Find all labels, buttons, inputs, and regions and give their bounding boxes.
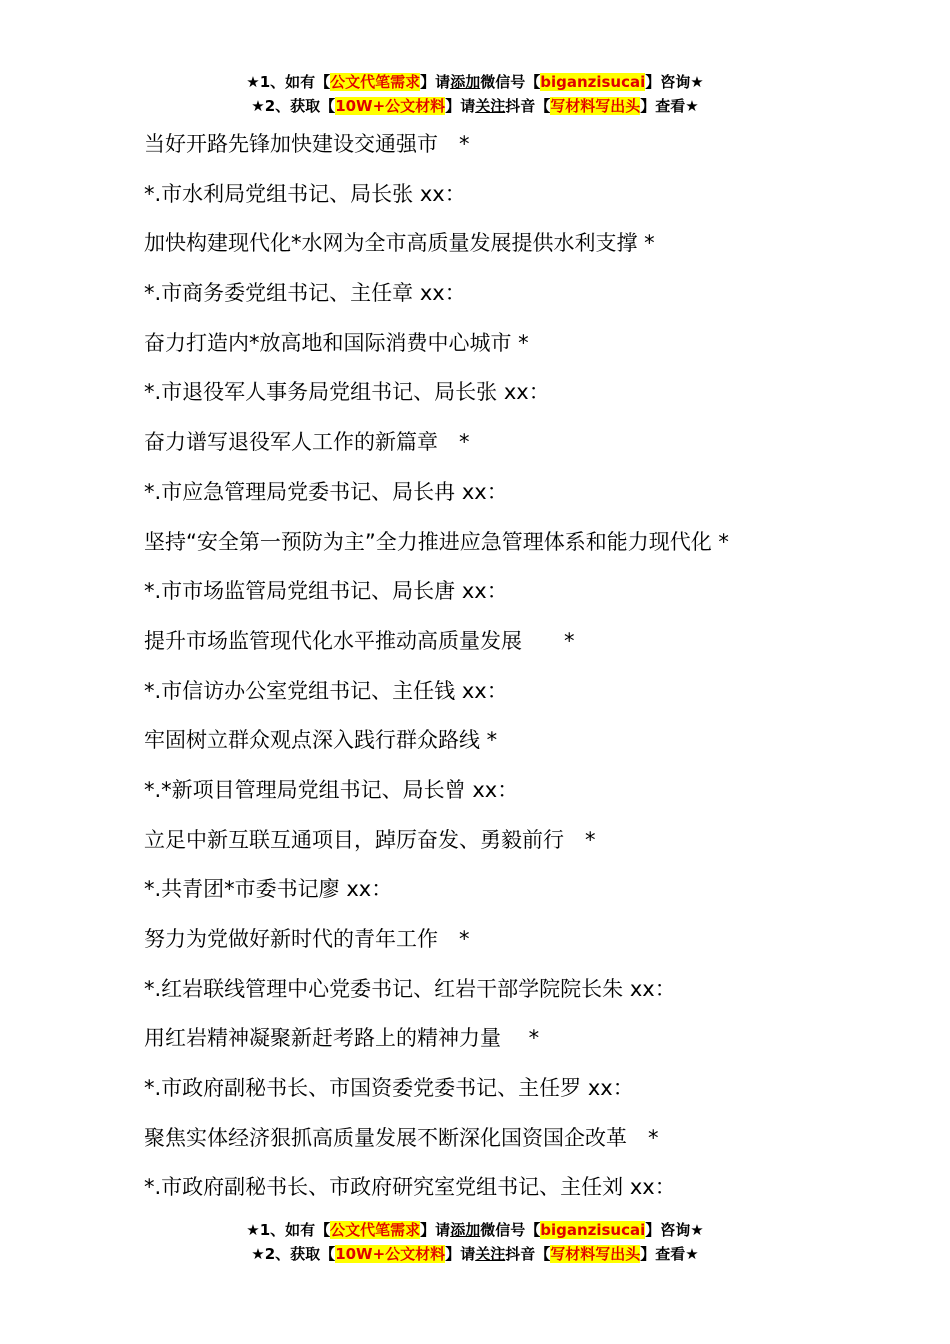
text-line: 牢固树立群众观点深入践行群众路线 * (144, 728, 498, 753)
text-line: 当好开路先锋加快建设交通强市 * (144, 132, 470, 156)
text-line: *.市商务委党组书记、主任章 xx： (144, 281, 466, 306)
banner-line-2: ★2、获取【10W+公文材料】请关注抖音【写材料写出头】查看★ (251, 1245, 699, 1263)
highlight-douyin: 写材料写出头 (550, 97, 641, 115)
document-body (144, 120, 844, 1213)
highlight-wechat-id: biganzisucai (540, 1221, 646, 1239)
text-line: *.红岩联线管理中心党委书记、红岩干部学院院长朱 xx： (144, 976, 676, 1001)
text-line: *.市应急管理局党委书记、局长冉 xx： (144, 479, 508, 504)
highlight-service: 公文代笔需求 (330, 1221, 421, 1239)
text-line: 奋力谱写退役军人工作的新篇章 * (144, 430, 470, 455)
text-line: *.市政府副秘书长、市政府研究室党组书记、主任刘 xx： (144, 1175, 676, 1200)
highlight-materials: 10W+公文材料 (335, 1245, 446, 1263)
text-line: 努力为党做好新时代的青年工作 * (144, 927, 470, 951)
text-line: 立足中新互联互通项目，踔厉奋发、勇毅前行 * (144, 827, 596, 852)
text-line: *.市退役军人事务局党组书记、局长张 xx： (144, 380, 550, 405)
text-line: 聚焦实体经济狠抓高质量发展不断深化国资国企改革 * (144, 1125, 659, 1150)
text-line: 坚持“安全第一预防为主”全力推进应急管理体系和能力现代化 * (144, 529, 729, 554)
text-line: *.市政府副秘书长、市国资委党委书记、主任罗 xx： (144, 1076, 634, 1101)
header-banner (0, 70, 950, 118)
highlight-douyin: 写材料写出头 (550, 1245, 641, 1263)
text-line: *.市水利局党组书记、局长张 xx： (144, 181, 466, 206)
highlight-materials: 10W+公文材料 (335, 97, 446, 115)
highlight-service: 公文代笔需求 (330, 73, 421, 91)
text-line: *.市信访办公室党组书记、主任钱 xx： (144, 678, 508, 703)
text-line: *.市市场监管局党组书记、局长唐 xx： (144, 579, 508, 604)
text-line: *.*新项目管理局党组书记、局长曾 xx： (144, 777, 519, 802)
text-line: 用红岩精神凝聚新赶考路上的精神力量 * (144, 1026, 540, 1051)
text-line: 加快构建现代化*水网为全市高质量发展提供水利支撑 * (144, 231, 655, 256)
text-line: 奋力打造内*放高地和国际消费中心城市 * (144, 330, 529, 355)
text-line: *.共青团*市委书记廖 xx： (144, 877, 393, 902)
banner-line-1: ★1、如有【公文代笔需求】请添加微信号【biganzisucai】咨询★ (246, 73, 704, 91)
text-line: 提升市场监管现代化水平推动高质量发展 * (144, 628, 575, 653)
banner-line-2: ★2、获取【10W+公文材料】请关注抖音【写材料写出头】查看★ (251, 97, 699, 115)
banner-line-1: ★1、如有【公文代笔需求】请添加微信号【biganzisucai】咨询★ (246, 1221, 704, 1239)
footer-banner (0, 1218, 950, 1266)
highlight-wechat-id: biganzisucai (540, 73, 646, 91)
